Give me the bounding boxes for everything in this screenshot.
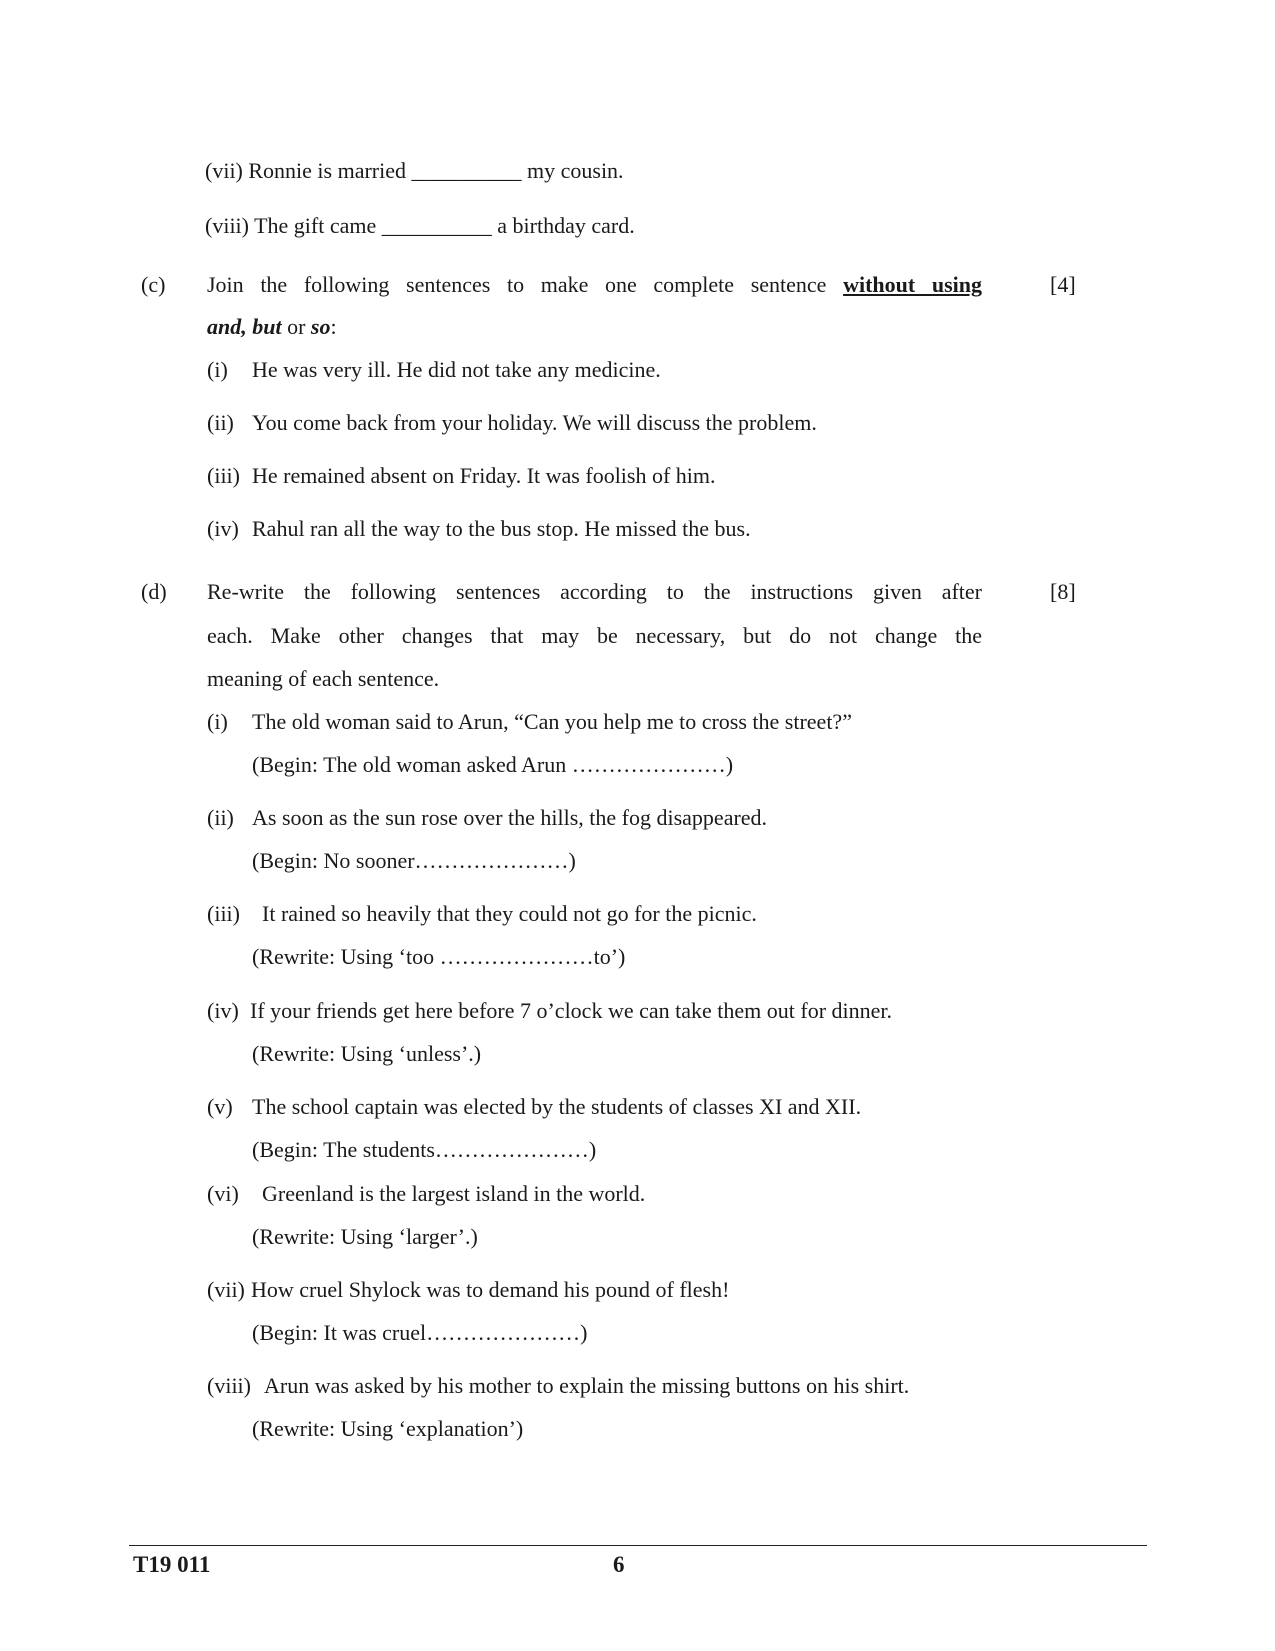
- item-b-vii: (vii) Ronnie is married __________ my cousin.: [205, 158, 624, 183]
- section-c-item-num: (iii): [207, 463, 240, 488]
- section-c-item-num: (i): [207, 357, 228, 382]
- section-c-item-text: You come back from your holiday. We will discuss the problem.: [252, 410, 817, 435]
- section-d-instruction-line3: meaning of each sentence.: [207, 666, 440, 691]
- section-d-instruction-line1: Re-write the following sentences according to the instructions given after: [207, 579, 982, 604]
- section-c-item-text: He remained absent on Friday. It was foolish of him.: [252, 463, 716, 488]
- item-b-viii: (viii) The gift came __________ a birthday card.: [205, 213, 635, 238]
- section-d-item-num: (vi): [207, 1181, 239, 1206]
- section-c-item-num: (ii): [207, 410, 234, 435]
- section-d-item-hint: (Begin: It was cruel…………………): [252, 1320, 588, 1345]
- section-c-item-text: He was very ill. He did not take any medicine.: [252, 357, 661, 382]
- section-c-item-num: (iv): [207, 516, 239, 541]
- footer-rule: [129, 1545, 1147, 1546]
- section-d-item-text: The school captain was elected by the students of classes XI and XII.: [252, 1094, 862, 1119]
- section-d-item-hint: (Rewrite: Using ‘unless’.): [252, 1041, 482, 1066]
- section-d-item-hint: (Begin: No sooner…………………): [252, 848, 576, 873]
- emphasis-without-using: without using: [843, 272, 982, 297]
- section-d-item-num: (ii): [207, 805, 234, 830]
- section-d-item-text: Arun was asked by his mother to explain the missing buttons on his shirt.: [264, 1373, 910, 1398]
- footer-paper-code: T19 011: [133, 1552, 211, 1577]
- section-d-marks: [8]: [1050, 579, 1076, 604]
- section-c-item-text: Rahul ran all the way to the bus stop. He missed the bus.: [252, 516, 751, 541]
- section-d-item-text: As soon as the sun rose over the hills, the fog disappeared.: [252, 805, 768, 830]
- section-d-item-num: (i): [207, 709, 228, 734]
- section-d-item-num: (vii): [207, 1277, 245, 1302]
- section-d-item-text: The old woman said to Arun, “Can you help me to cross the street?”: [252, 709, 852, 734]
- section-c-label: (c): [141, 272, 166, 297]
- section-d-item-text: How cruel Shylock was to demand his pound of flesh!: [251, 1277, 730, 1302]
- section-d-label: (d): [141, 579, 167, 604]
- section-d-item-hint: (Rewrite: Using ‘explanation’): [252, 1416, 524, 1441]
- section-d-item-hint: (Begin: The students…………………): [252, 1137, 597, 1162]
- section-d-item-hint: (Rewrite: Using ‘too …………………to’): [252, 944, 626, 969]
- section-d-item-hint: (Begin: The old woman asked Arun …………………): [252, 752, 734, 777]
- section-d-item-num: (viii): [207, 1373, 251, 1398]
- section-d-item-num: (iv): [207, 998, 239, 1023]
- section-d-item-num: (v): [207, 1094, 233, 1119]
- section-d-item-text: It rained so heavily that they could not go for the picnic.: [262, 901, 757, 926]
- section-d-item-num: (iii): [207, 901, 240, 926]
- section-c-instruction-line2: and, but or so:: [207, 314, 337, 339]
- section-d-item-hint: (Rewrite: Using ‘larger’.): [252, 1224, 478, 1249]
- footer-page-number: 6: [613, 1552, 625, 1577]
- section-c-instruction-line1: Join the following sentences to make one complete sentence without using: [207, 272, 982, 297]
- section-d-item-text: Greenland is the largest island in the world.: [262, 1181, 646, 1206]
- section-d-item-text: If your friends get here before 7 o’clock we can take them out for dinner.: [250, 998, 893, 1023]
- section-d-instruction-line2: each. Make other changes that may be necessary, but do not change the: [207, 623, 982, 648]
- section-c-marks: [4]: [1050, 272, 1076, 297]
